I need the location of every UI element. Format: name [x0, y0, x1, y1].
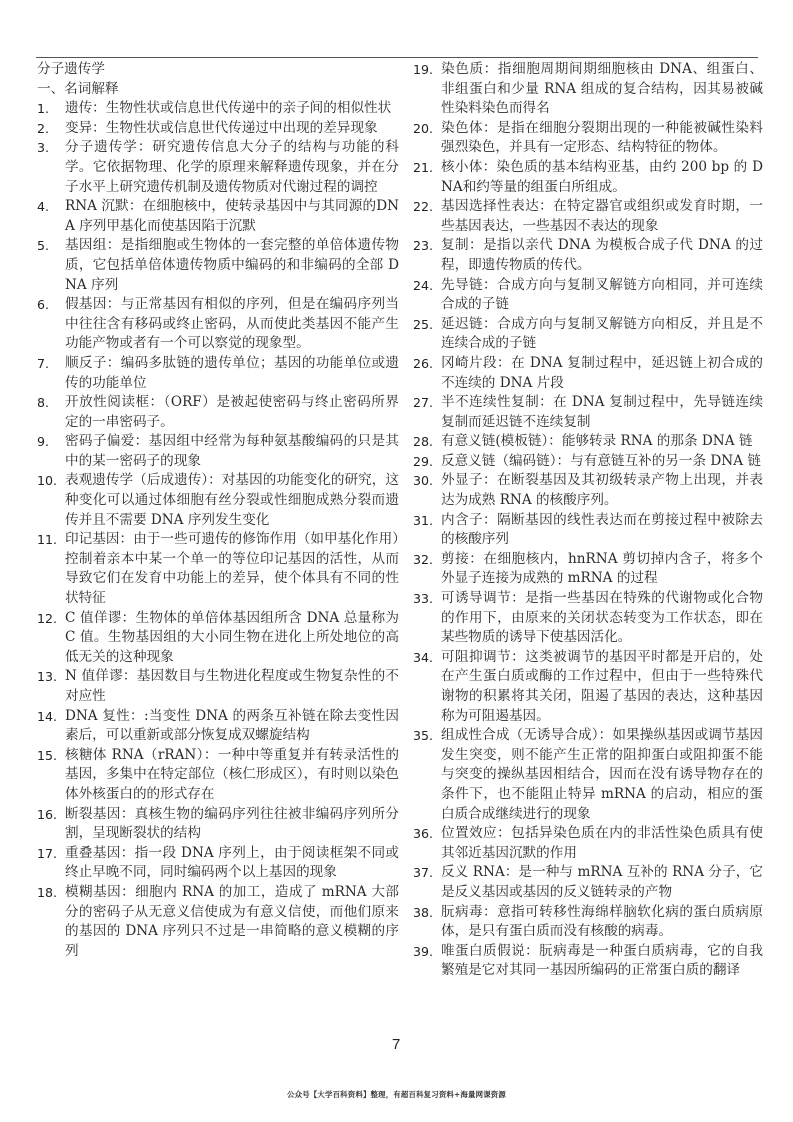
definition-item: [413, 354, 763, 393]
item-number: 8.: [37, 395, 50, 411]
definition-item: [413, 236, 763, 275]
item-text: 剪接：在细胞核内，hnRNA 剪切掉内含子，将多个外显子连接为成熟的 mRNA 的过程: [441, 550, 763, 587]
item-text: 模糊基因：细胞内 RNA 的加工，造成了 mRNA 大部分的密码子从无意义信使成为有意义信使，而他们原来的基因的 DNA 序列只不过是一串简略的意义模糊的序列: [65, 883, 399, 959]
definition-item: [37, 530, 399, 608]
item-number: 35.: [413, 728, 434, 744]
item-number: 14.: [37, 708, 58, 724]
item-number: 4.: [37, 199, 50, 215]
item-text: 遗传：生物性状或信息世代传递中的亲子间的相似性状: [65, 100, 392, 117]
right-column: [413, 60, 763, 981]
item-number: 17.: [37, 845, 58, 861]
item-text: 重叠基因：指一段 DNA 序列上，由于阅读框架不同或终止早晚不同，同时编码两个以上基因的现象: [65, 844, 399, 881]
item-number: 9.: [37, 434, 50, 450]
item-number: 36.: [413, 826, 434, 842]
definition-item: [37, 295, 399, 354]
item-text: 复制：是指以亲代 DNA 为模板合成子代 DNA 的过程，即遗传物质的传代。: [441, 237, 763, 273]
definition-list-right: [413, 60, 763, 981]
item-number: 30.: [413, 473, 434, 489]
item-text: 内含子：隔断基因的线性表达而在剪接过程中被除去的核酸序列: [441, 511, 763, 548]
item-text: 外显子：在断裂基因及其初级转录产物上出现，并表达为成熟 RNA 的核酸序列。: [441, 472, 763, 509]
item-text: 有意义链(模板链）：能够转录 RNA 的那条 DNA 链: [441, 433, 753, 450]
item-text: 基因组：是指细胞或生物体的一套完整的单倍体遗传物质，它包括单倍体遗传物质中编码的和非编码的全部 DNA 序列: [65, 237, 399, 293]
item-text: 变异：生物性状或信息世代传递过中出现的差异现象: [65, 119, 378, 136]
page-number: 7: [392, 1036, 401, 1053]
item-number: 2.: [37, 120, 50, 136]
item-number: 38.: [413, 904, 434, 920]
definition-item: [37, 197, 399, 236]
item-text: C 值佯谬：生物体的单倍体基因组所含 DNA 总量称为C 值。生物基因组的大小同生物在进化上所处地位的高低无关的这种现象: [65, 609, 399, 665]
definition-item: [37, 432, 399, 471]
item-number: 25.: [413, 316, 434, 332]
item-number: 23.: [413, 238, 434, 254]
definition-item: [413, 432, 763, 452]
definition-item: [37, 844, 399, 883]
header-rule: [36, 57, 758, 58]
definition-item: [413, 824, 763, 863]
definition-item: [413, 119, 763, 158]
item-text: 顺反子：编码多肽链的遗传单位；基因的功能单位或遗传的功能单位: [65, 354, 399, 391]
item-number: 7.: [37, 355, 50, 371]
item-number: 29.: [413, 453, 434, 469]
item-text: 可诱导调节：是指一些基因在特殊的代谢物或化合物的作用下，由原来的关闭状态转变为工作状态，即在某些物质的诱导下使基因活化。: [441, 590, 763, 646]
item-number: 28.: [413, 434, 434, 450]
item-text: 冈崎片段：在 DNA 复制过程中，延迟链上初合成的不连续的 DNA 片段: [441, 354, 763, 391]
item-number: 24.: [413, 277, 434, 293]
definition-item: [37, 138, 399, 197]
item-text: 核小体：染色质的基本结构亚基，由约 200 bp 的 DNA和约等量的组蛋白所组成。: [441, 158, 763, 195]
item-text: RNA 沉默：在细胞核中，使转录基因中与其同源的DNA 序列甲基化而使基因陷于沉默: [65, 198, 399, 234]
item-number: 34.: [413, 649, 434, 665]
definition-item: [37, 609, 399, 668]
item-number: 37.: [413, 865, 434, 881]
item-text: DNA 复性：:当变性 DNA 的两条互补链在除去变性因素后，可以重新或部分恢复成双螺旋结构: [65, 707, 399, 744]
definition-item: [413, 550, 763, 589]
definition-item: [413, 158, 763, 197]
footer-note: 公众号【大学百科资料】整理，有超百科复习资料+海量网课资源: [287, 1090, 506, 1099]
definition-item: [37, 393, 399, 432]
item-number: 33.: [413, 591, 434, 607]
definition-item: [413, 726, 763, 824]
item-text: 核糖体 RNA（rRAN）：一种中等重复并有转录活性的基因，多集中在特定部位（核仁形成区），有时则以染色体外核蛋白的的形式存在: [65, 746, 399, 802]
definition-item: [413, 452, 763, 472]
item-text: 印记基因：由于一些可遗传的修饰作用（如甲基化作用）控制着亲本中某一个单一的等位印记基因的活性，从而导致它们在发育中功能上的差异，使个体具有不同的性状特征: [65, 531, 399, 607]
definition-item: [37, 883, 399, 961]
item-number: 27.: [413, 395, 434, 411]
item-text: 断裂基因：真核生物的编码序列往往被非编码序列所分割，呈现断裂状的结构: [65, 805, 399, 842]
item-number: 12.: [37, 610, 58, 626]
item-number: 5.: [37, 238, 50, 254]
item-text: 基因选择性表达：在特定器官或组织或发育时期，一些基因表达，一些基因不表达的现象: [441, 198, 763, 234]
definition-item: [37, 667, 399, 706]
item-number: 11.: [37, 532, 58, 548]
item-text: 组成性合成（无诱导合成）：如果操纵基因或调节基因发生突变，则不能产生正常的阻抑蛋白或阻抑蛋不能与突变的操纵基因相结合，因而在没有诱导物存在的条件下，也不能阻止特异 mRNA 的启动，相应的蛋白质合成继续进行的现象: [441, 727, 763, 822]
item-text: 唯蛋白质假说：朊病毒是一种蛋白质病毒，它的自我繁殖是它对其同一基因所编码的正常蛋白质的翻译: [441, 942, 763, 979]
definition-item: [37, 354, 399, 393]
item-number: 15.: [37, 747, 58, 763]
item-number: 19.: [413, 62, 434, 77]
item-text: 染色质：指细胞周期间期细胞核由 DNA、组蛋白、非组蛋白和少量 RNA 组成的复合结构，因其易被碱性染料染色而得名: [441, 61, 763, 117]
item-number: 39.: [413, 943, 434, 959]
item-text: 密码子偏爱：基因组中经常为每种氨基酸编码的只是其中的某一密码子的现象: [65, 433, 399, 469]
definition-item: [413, 511, 763, 550]
document-title: 分子遗传学: [37, 61, 105, 77]
item-text: 分子遗传学：研究遗传信息大分子的结构与功能的科学。它依据物理、化学的原理来解释遗传现象，并在分子水平上研究遗传机制及遗传物质对代谢过程的调控: [65, 139, 399, 195]
definition-item: [37, 707, 399, 746]
item-text: 开放性阅读框：（ORF）是被起使密码与终止密码所界定的一串密码子。: [65, 394, 399, 430]
item-text: 反义 RNA：是一种与 mRNA 互补的 RNA 分子，它是反义基因或基因的反义链转录的产物: [441, 864, 763, 900]
definition-item: [37, 746, 399, 805]
definition-item: [413, 276, 763, 315]
item-number: 31.: [413, 512, 434, 528]
item-number: 18.: [37, 884, 58, 900]
definition-item: [413, 648, 763, 726]
definition-item: [413, 589, 763, 648]
item-number: 6.: [37, 297, 50, 313]
item-number: 32.: [413, 551, 434, 567]
definition-item: [413, 315, 763, 354]
item-text: 表观遗传学（后成遗传）：对基因的功能变化的研究，这种变化可以通过体细胞有丝分裂或性细胞成熟分裂而遗传并且不需要 DNA 序列发生变化: [65, 472, 399, 528]
item-text: 朊病毒：意指可转移性海绵样脑软化病的蛋白质病原体，是只有蛋白质而没有核酸的病毒。: [441, 903, 763, 940]
definition-item: [37, 119, 399, 139]
definition-item: [37, 805, 399, 844]
item-text: 位置效应：包括异染色质在内的非活性染色质具有使其邻近基因沉默的作用: [441, 825, 763, 861]
left-column: [37, 60, 399, 961]
definition-item: [413, 903, 763, 942]
item-text: 半不连续性复制：在 DNA 复制过程中，先导链连续复制而延迟链不连续复制: [441, 394, 763, 430]
definition-item: [413, 471, 763, 510]
item-text: 延迟链：合成方向与复制叉解链方向相反，并且是不连续合成的子链: [441, 315, 763, 352]
definition-item: [37, 236, 399, 295]
item-text: 反意义链（编码链）：与有意链互补的另一条 DNA 链: [441, 452, 761, 469]
definition-item: [413, 863, 763, 902]
section-heading: 一、名词解释: [37, 80, 119, 97]
item-text: 先导链：合成方向与复制叉解链方向相同，并可连续合成的子链: [441, 276, 763, 313]
item-number: 1.: [37, 101, 50, 117]
item-number: 26.: [413, 355, 434, 371]
item-number: 3.: [37, 140, 50, 156]
item-number: 13.: [37, 669, 58, 685]
definition-item: [413, 393, 763, 432]
item-text: 染色体：是指在细胞分裂期出现的一种能被碱性染料强烈染色，并具有一定形态、结构特征的物体。: [441, 119, 763, 156]
item-text: 假基因：与正常基因有相似的序列，但是在编码序列当中往往含有移码或终止密码，从而使此类基因不能产生功能产物或者有一个可以察觉的现象型。: [65, 296, 399, 352]
definition-item: [37, 99, 399, 119]
definition-item: [37, 471, 399, 530]
definition-item: [413, 942, 763, 981]
item-number: 21.: [413, 159, 434, 175]
item-text: N 值佯谬：基因数目与生物进化程度或生物复杂性的不对应性: [65, 668, 399, 704]
item-text: 可阻抑调节：这类被调节的基因平时都是开启的，处在产生蛋白质或酶的工作过程中，但由于一些特殊代谢物的积累将其关闭，阻遏了基因的表达，这种基因称为可阻遏基因。: [441, 648, 763, 724]
definition-list-left: [37, 99, 399, 961]
item-number: 16.: [37, 806, 58, 822]
definition-item: [413, 197, 763, 236]
definition-item: [413, 60, 763, 119]
item-number: 10.: [37, 473, 58, 489]
item-number: 20.: [413, 120, 434, 136]
item-number: 22.: [413, 199, 434, 215]
